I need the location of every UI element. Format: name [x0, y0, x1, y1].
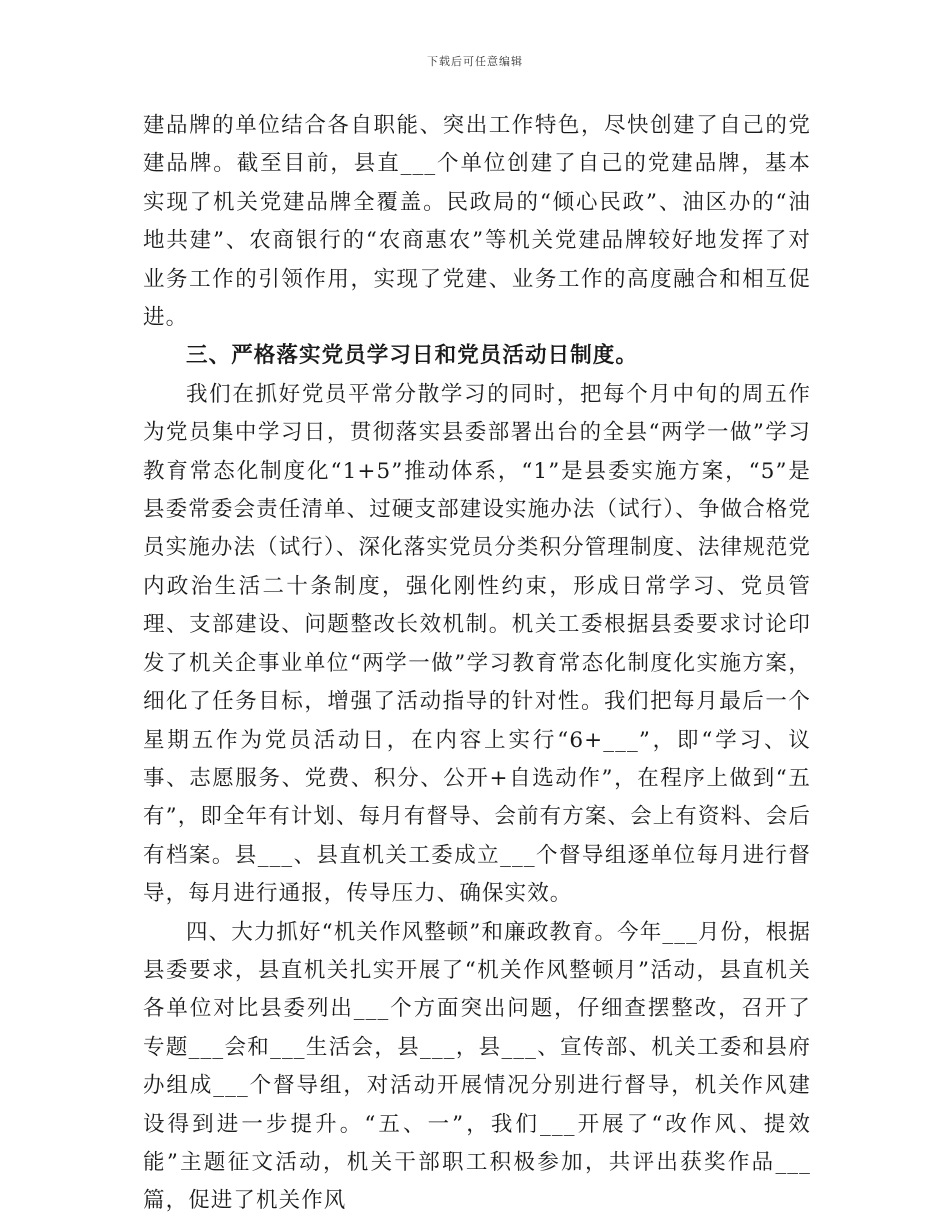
document-body	[143, 107, 811, 1221]
paragraph-party-brand: 建品牌的单位结合各自职能、突出工作特色，尽快创建了自己的党建品牌。截至目前，县直___个单位创建了自己的党建品牌，基本实现了机关党建品牌全覆盖。民政局的“倾心民政”、油区办的“油地共建”、农商银行的“农商惠农”等机关党建品牌较好地发挥了对业务工作的引领作用，实现了党建、业务工作的高度融合和相互促进。	[143, 113, 811, 331]
paragraph-study-day: 我们在抓好党员平常分散学习的同时，把每个月中旬的周五作为党员集中学习日，贯彻落实县委部署出台的全县“两学一做”学习教育常态化制度化“1+5”推动体系，“1”是县委实施方案，“5”是县委常委会责任清单、过硬支部建设实施办法（试行）、争做合格党员实施办法（试行）、深化落实党员分类积分管理制度、法律规范党内政治生活二十条制度，强化刚性约束，形成日常学习、党员管理、支部建设、问题整改长效机制。机关工委根据县委要求讨论印发了机关企事业单位“两学一做”学习教育常态化制度化实施方案，细化了任务目标，增强了活动指导的针对性。我们把每月最后一个星期五作为党员活动日，在内容上实行“6+___”，即“学习、议事、志愿服务、党费、积分、公开+自选动作”，在程序上做到“五有”，即全年有计划、每月有督导、会前有方案、会上有资料、会后有档案。县___、县直机关工委成立___个督导组逐单位每月进行督导，每月进行通报，传导压力、确保实效。	[143, 381, 811, 907]
section-heading-3: 三、严格落实党员学习日和党员活动日制度。	[186, 343, 639, 369]
page-header: 下载后可任意编辑	[427, 55, 523, 68]
paragraph-work-style: 四、大力抓好“机关作风整顿”和廉政教育。今年___月份，根据县委要求，县直机关扎实开展了“机关作风整顿月”活动，县直机关各单位对比县委列出___个方面突出问题，仔细查摆整改，召开了专题___会和___生活会，县___，县___、宣传部、机关工委和县府办组成___个督导组，对活动开展情况分别进行督导，机关作风建设得到进一步提升。“五、一”，我们___开展了“改作风、提效能”主题征文活动，机关干部职工积极参加，共评出获奖作品___篇，促进了机关作风	[143, 919, 811, 1214]
